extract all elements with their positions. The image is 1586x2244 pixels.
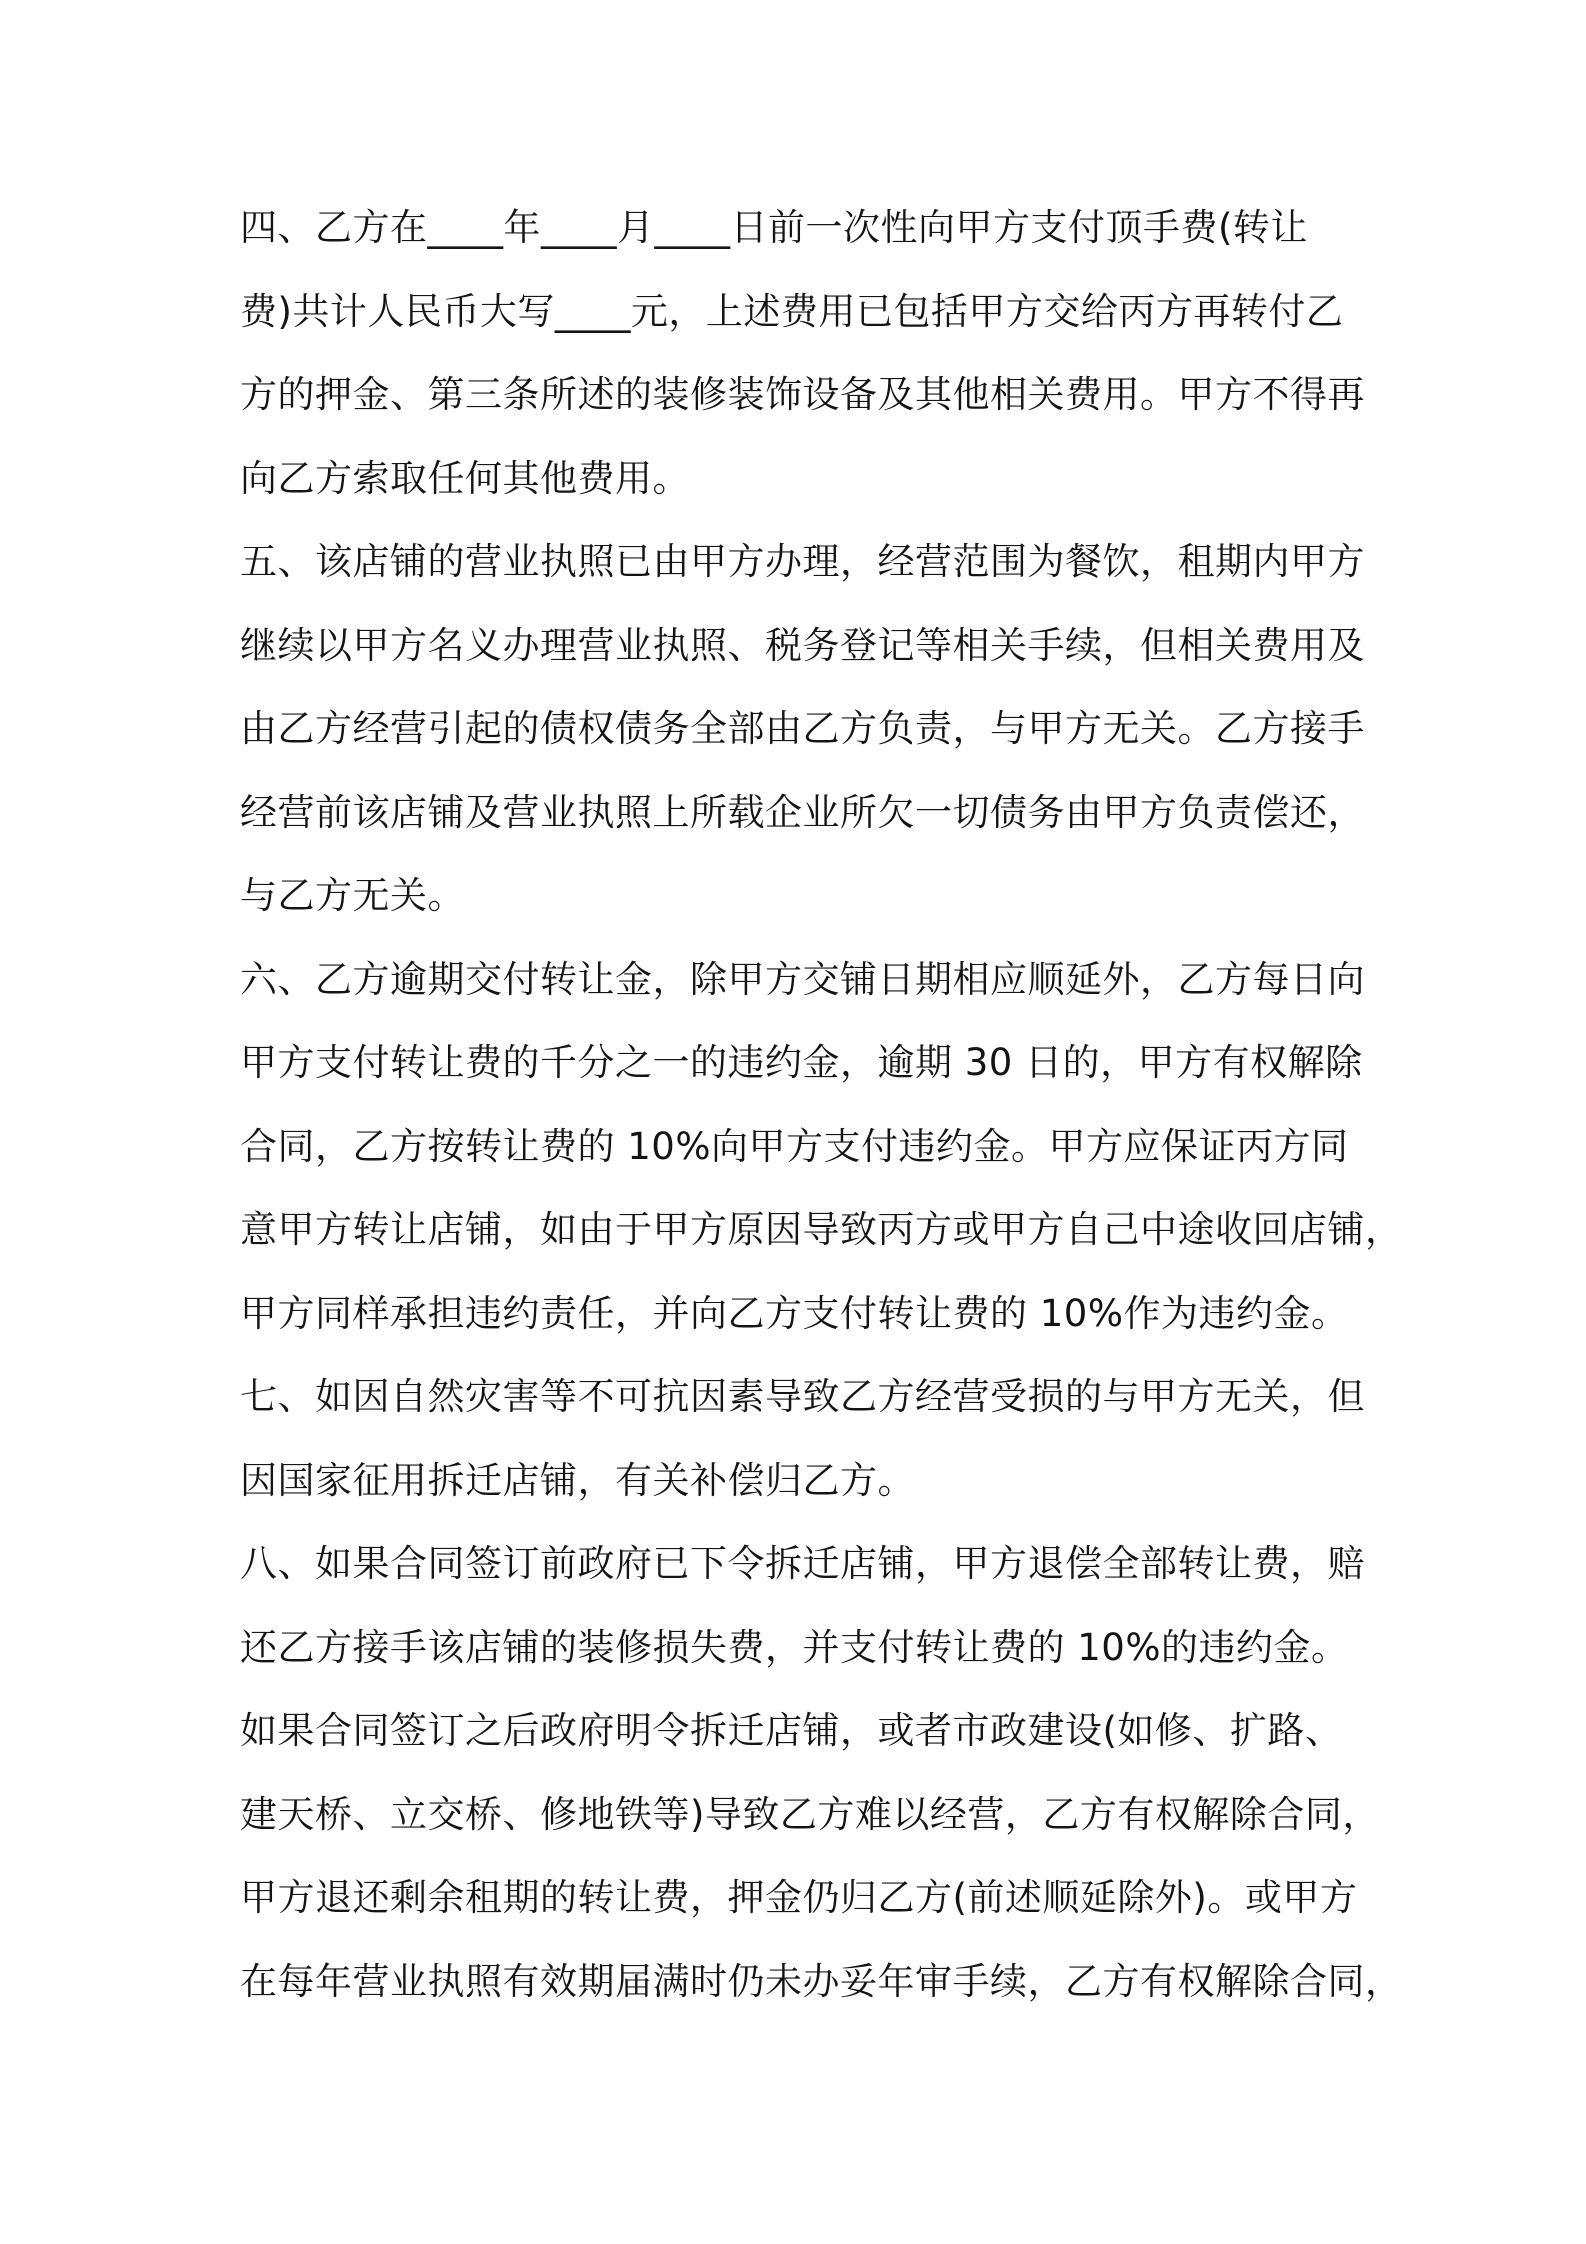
text-line: 因国家征用拆迁店铺，有关补偿归乙方。 xyxy=(240,1459,915,1502)
text-line: 费)共计人民币大写____元，上述费用已包括甲方交给丙方再转付乙 xyxy=(240,290,1344,333)
text-line: 五、该店铺的营业执照已由甲方办理，经营范围为餐饮，租期内甲方 xyxy=(240,540,1365,583)
text-line: 向乙方索取任何其他费用。 xyxy=(240,457,690,500)
text-line: 甲方同样承担违约责任，并向乙方支付转让费的 10%作为违约金。 xyxy=(240,1292,1349,1335)
text-line: 八、如果合同签订前政府已下令拆迁店铺，甲方退偿全部转让费，赔 xyxy=(240,1542,1365,1585)
text-line: 继续以甲方名义办理营业执照、税务登记等相关手续，但相关费用及 xyxy=(240,624,1365,667)
text-line: 还乙方接手该店铺的装修损失费，并支付转让费的 10%的违约金。 xyxy=(240,1626,1349,1669)
text-line: 四、乙方在____年____月____日前一次性向甲方支付顶手费(转让 xyxy=(240,206,1308,249)
text-line: 意甲方转让店铺，如由于甲方原因导致丙方或甲方自己中途收回店铺， xyxy=(240,1208,1403,1251)
text-line: 经营前该店铺及营业执照上所载企业所欠一切债务由甲方负责偿还， xyxy=(240,791,1365,834)
text-line: 合同，乙方按转让费的 10%向甲方支付违约金。甲方应保证丙方同 xyxy=(240,1125,1349,1168)
text-line: 与乙方无关。 xyxy=(240,874,465,917)
text-line: 甲方退还剩余租期的转让费，押金仍归乙方(前述顺延除外)。或甲方 xyxy=(240,1876,1358,1919)
text-line: 建天桥、立交桥、修地铁等)导致乙方难以经营，乙方有权解除合同， xyxy=(240,1793,1380,1836)
text-line: 如果合同签订之后政府明令拆迁店铺，或者市政建设(如修、扩路、 xyxy=(240,1709,1343,1752)
text-line: 在每年营业执照有效期届满时仍未办妥年审手续，乙方有权解除合同， xyxy=(240,1960,1403,2003)
text-line: 方的押金、第三条所述的装修装饰设备及其他相关费用。甲方不得再 xyxy=(240,373,1365,416)
text-line: 由乙方经营引起的债权债务全部由乙方负责，与甲方无关。乙方接手 xyxy=(240,707,1365,750)
text-line: 七、如因自然灾害等不可抗因素导致乙方经营受损的与甲方无关，但 xyxy=(240,1375,1365,1418)
text-line: 甲方支付转让费的千分之一的违约金，逾期 30 日的，甲方有权解除 xyxy=(240,1041,1363,1084)
text-line: 六、乙方逾期交付转让金，除甲方交铺日期相应顺延外，乙方每日向 xyxy=(240,958,1365,1001)
